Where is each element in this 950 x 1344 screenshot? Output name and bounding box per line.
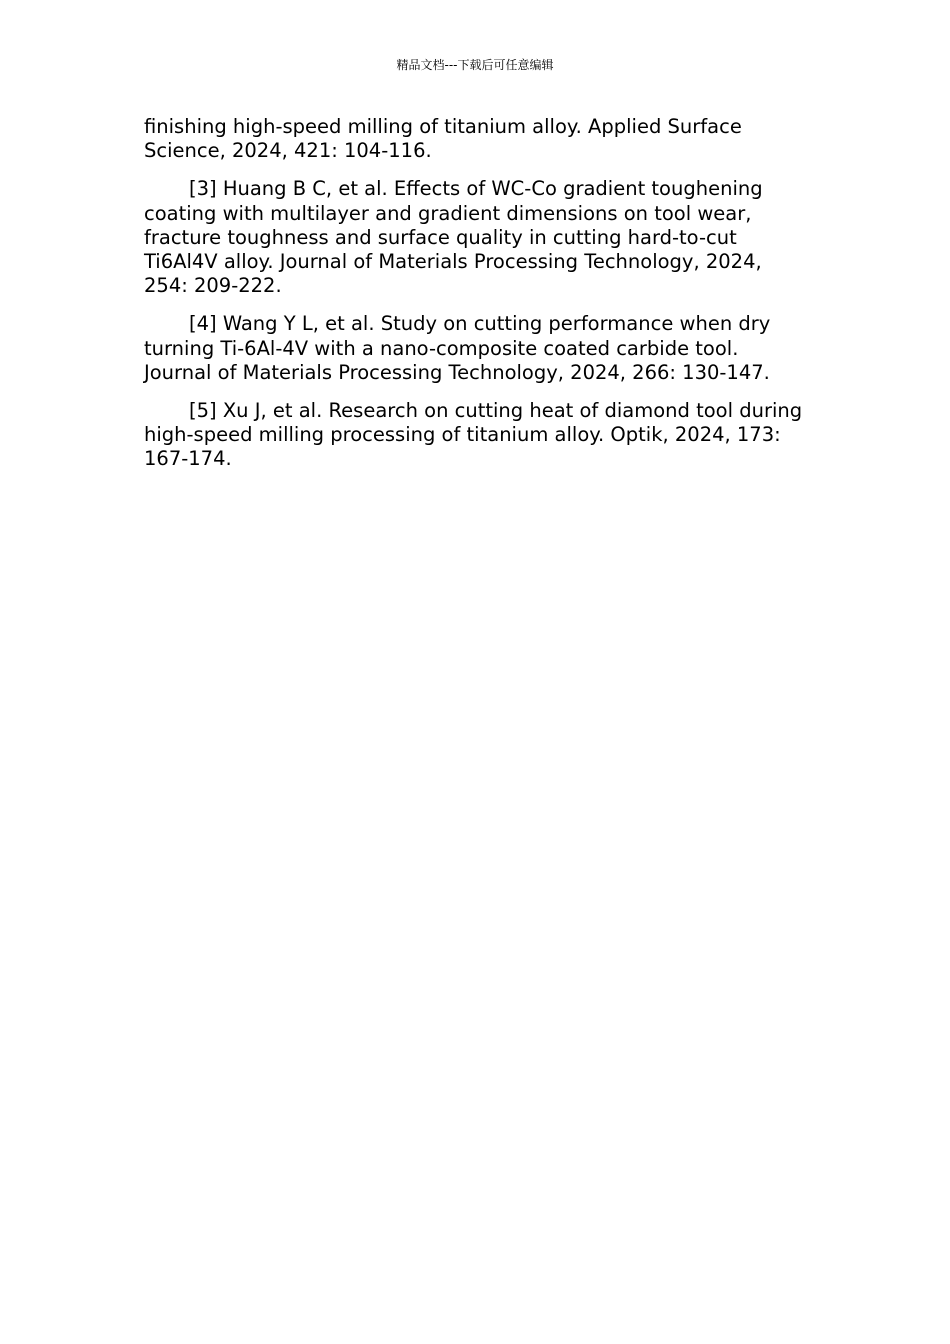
reference-5: [5] Xu J, et al. Research on cutting heat of diamond tool during high-speed milling processing of titanium alloy. Optik, 2024, 173: 167-174. (144, 399, 803, 471)
reference-3: [3] Huang B C, et al. Effects of WC-Co gradient toughening coating with multilayer and gradient dimensions on tool wear, fracture toughness and surface quality in cutting hard-to-cut Ti6Al4V alloy. Journal of Materials Processing Technology, 2024, 254: 209-222. (144, 177, 763, 298)
page-header: 精品文档---下载后可任意编辑 (396, 58, 554, 72)
reference-4: [4] Wang Y L, et al. Study on cutting performance when dry turning Ti-6Al-4V with a nano-composite coated carbide tool. Journal of Materials Processing Technology, 2024, 266: 130-147. (144, 312, 771, 384)
reference-continuation: finishing high-speed milling of titanium alloy. Applied Surface Science, 2024, 421: 104-116. (144, 115, 742, 163)
reference-list (144, 115, 808, 486)
